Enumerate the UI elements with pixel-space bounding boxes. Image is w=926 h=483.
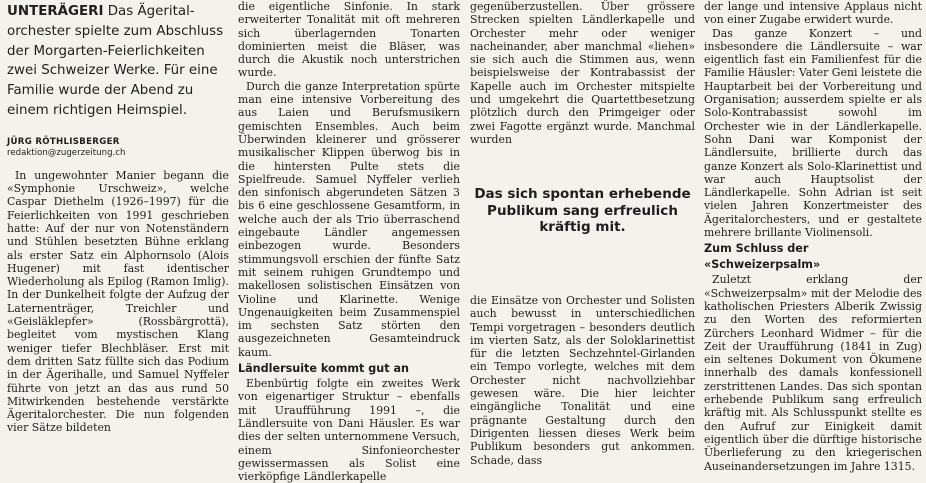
lead-text: Das Ägerital-orchester spielte zum Abschluss der Morgarten-Feierlichkeiten zwei Schweizer Werke. Für eine Familie wurde der Abend zu einem richtigen Heimspiel.	[7, 4, 224, 118]
column-3-top	[470, 0, 695, 164]
paragraph: gegenüberzustellen. Über grössere Strecken spielten Ländlerkapelle und Orchester mehr oder weniger nacheinander, aber manchmal «liehen» sie sich auch die Stimmen aus, wenn beispielsweise der Kontrabassist der Kapelle auch im Orchester mitspielte und umgekehrt die Quartettbesetzung plötzlich durch den Primgeiger oder zwei Fagotte ergänzt wurde. Manchmal wurden	[470, 0, 695, 146]
byline	[7, 137, 229, 159]
subheading: Zum Schluss der «Schweizerpsalm»	[704, 242, 821, 272]
paragraph: In ungewohnter Manier begann die «Symphonie Urschweiz», welche Caspar Diethelm (1926–1997) für die Feierlichkeiten von 1991 geschrieben hatte: Auf der nur von Notenständern und Stühlen besetzten Bühne erklang als erster Satz ein Alphornsolo (Alois Hugener) mit fast identischer Wiederholung als Epilog (Ramon Imlig). In der Dunkelheit folgte der Aufzug der Laternenträger, Treichler und «Geisläklepfer» (Rossbärgrottä), begleitet vom mystischen Klang weniger tiefer Blechbläser. Erst mit dem dritten Satz füllte sich das Podium in der Ägerihalle, und Samuel Nyffeler führte von jetzt an das aus rund 50 Mitwirkenden bestehende verstärkte Ägeritalorchester. Die nun folgenden vier Sätze bildeten	[7, 168, 229, 435]
subheading: Ländlersuite kommt gut an	[238, 362, 409, 376]
dateline-place: UNTERÄGERI	[7, 4, 104, 19]
paragraph: die Einsätze von Orchester und Solisten auch bewusst in unterschiedlichen Tempi vorgetragen – besonders deutlich im vierten Satz, als der Soloklarinettist für die letzten Sechzehntel-Girlanden ein Tempo vorlegte, welches mit dem Orchester nicht nachvollziehbar gewesen wäre. Die hier leichter eingängliche Tonalität und eine prägnante Gestaltung durch den Dirigenten liessen dieses Werk beim Publikum besonders gut ankommen. Schade, dass	[470, 294, 695, 467]
paragraph: die eigentliche Sinfonie. In stark erweiterter Tonalität mit oft mehreren sich überlagernden Tonarten dominierten meist die Bläser, was durch die Akustik noch unterstrichen wurde.	[238, 0, 460, 80]
author-email: redaktion@zugerzeitung.ch	[7, 147, 126, 158]
body-text-col1	[7, 169, 229, 435]
lead-paragraph	[7, 2, 229, 121]
column-4	[704, 0, 922, 471]
pull-quote: Das sich spontan erhebende Publikum sang erfreulich kräftig mit.	[474, 186, 691, 236]
author-name: JÜRG RÖTHLISBERGER	[7, 136, 120, 147]
paragraph: Zuletzt erklang der «Schweizerpsalm» mit der Melodie des katholischen Priesters Alberik Zwissig zu den Worten des reformierten Zürchers Leonhard Widmer – für die Zeit der Uraufführung (1841 in Zug) ein seltenes Dokument von Ökumene innerhalb des damals konfessionell zerstrittenen Landes. Das sich spontan erhebende Publikum sang erfreulich kräftig mit. Als Schlusspunkt stellte es den Aufruf zur Einigkeit damit eigentlich über die dürftige historische Überlieferung zu den kriegerischen Auseinandersetzungen im Jahre 1315.	[704, 273, 922, 473]
paragraph: Durch die ganze Interpretation spürte man eine intensive Vorbereitung des aus Laien und Berufsmusikern gemischten Ensembles. Auch beim Überwinden kleinerer und grösserer musikalischer Klippen überwog bis in die hintersten Pulte stets die Spielfreude. Samuel Nyffeler verlieh den sinfonisch abgerundeten Sätzen 3 bis 6 eine geschlossene Gesamtform, in welche auch der als Trio überraschend eingebaute Ländler angemessen einbezogen wurde. Besonders stimmungsvoll erschien der fünfte Satz mit seinem ruhigen Grundtempo und makellosen solistischen Einsätzen von Violine und Klarinette. Wenige Ungenauigkeiten beim Zusammenspiel im sechsten Satz störten den ausgezeichneten Gesamteindruck kaum.	[238, 79, 460, 359]
paragraph: Das ganze Konzert – und insbesondere die Ländlersuite – war eigentlich fast ein Familienfest für die Familie Häusler: Vater Geni leistete die Hauptarbeit bei der Vorbereitung und Organisation; ausserdem spielte er als Solo-Kontrabassist sowohl im Orchester wie in der Ländlerkapelle. Sohn Dani war Komponist der Ländlersuite, brillierte durch das ganze Konzert als Solo-Klarinettist und war auch Hauptsolist der Ländlerkapelle. Sohn Adrian ist seit vielen Jahren Konzertmeister des Ägeritalorchesters, und er gestaltete mehrere brillante Violinensoli.	[704, 26, 922, 240]
column-1	[7, 0, 229, 471]
paragraph: der lange und intensive Applaus nicht von einer Zugabe erwidert wurde.	[704, 0, 922, 27]
column-2	[238, 0, 460, 483]
paragraph: Ebenbürtig folgte ein zweites Werk von eigenartiger Struktur – ebenfalls mit Uraufführung 1991 –, die Ländlersuite von Dani Häusler. Es war dies der selten unternommene Versuch, einem Sinfonieorchester gewissermassen als Solist eine vierköpfige Ländlerkapelle	[238, 377, 460, 483]
column-3-bottom	[470, 294, 695, 471]
